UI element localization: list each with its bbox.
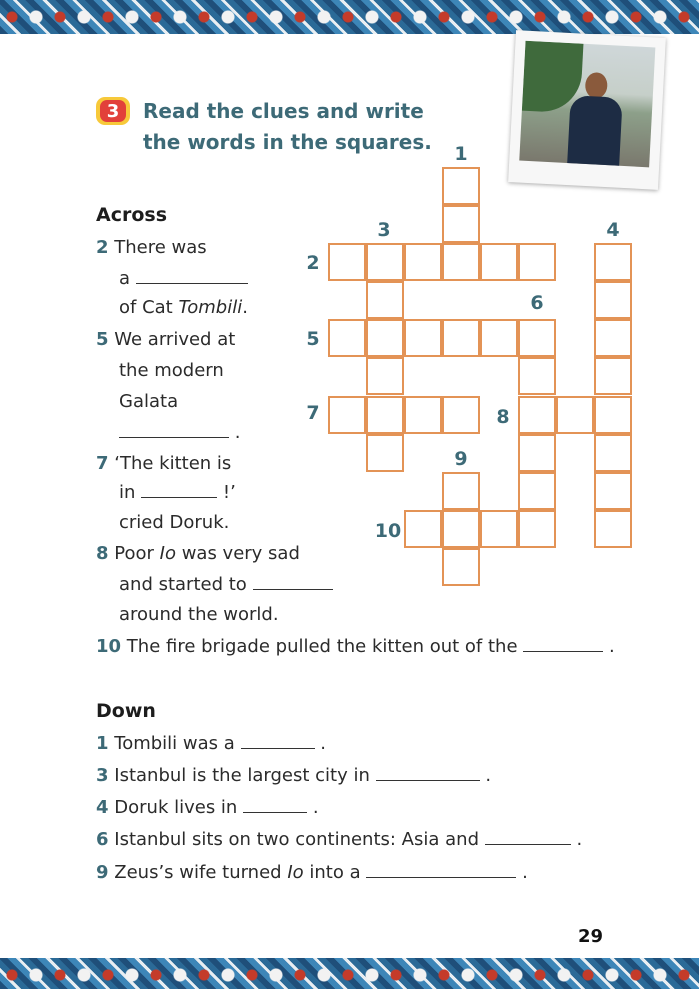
grid-cell[interactable] [404, 510, 442, 548]
grid-cell[interactable] [404, 243, 442, 281]
clue-across-7-line1: 7 ‘The kitten is [96, 453, 232, 474]
grid-cell[interactable] [366, 396, 404, 434]
grid-cell[interactable] [328, 243, 366, 281]
answer-blank[interactable] [243, 798, 307, 813]
clue-across-2-line3: of Cat Tombili. [119, 297, 248, 318]
grid-number-8: 8 [496, 406, 510, 428]
grid-cell[interactable] [594, 472, 632, 510]
clue-across-7-line2: in !’ [119, 482, 236, 503]
grid-cell[interactable] [480, 319, 518, 357]
grid-cell[interactable] [594, 434, 632, 472]
clue-down-1: 1 Tombili was a . [96, 733, 326, 754]
clue-down-9: 9 Zeus’s wife turned Io into a . [96, 862, 528, 883]
grid-number-5: 5 [306, 328, 320, 350]
across-title: Across [96, 204, 168, 226]
grid-number-3: 3 [377, 219, 391, 241]
answer-blank[interactable] [119, 423, 229, 438]
clue-down-3: 3 Istanbul is the largest city in . [96, 765, 492, 786]
clue-across-10: 10 The fire brigade pulled the kitten out of the . [96, 636, 615, 657]
grid-cell[interactable] [366, 357, 404, 395]
grid-cell[interactable] [442, 510, 480, 548]
grid-number-1: 1 [454, 143, 468, 165]
grid-cell[interactable] [442, 548, 480, 586]
grid-cell[interactable] [328, 396, 366, 434]
grid-cell[interactable] [556, 396, 594, 434]
answer-blank[interactable] [376, 766, 480, 781]
grid-cell[interactable] [442, 243, 480, 281]
clue-down-4: 4 Doruk lives in . [96, 797, 319, 818]
page-number: 29 [578, 926, 604, 947]
grid-cell[interactable] [518, 357, 556, 395]
grid-number-2: 2 [306, 252, 320, 274]
grid-cell[interactable] [442, 319, 480, 357]
clue-across-5-line1: 5 We arrived at [96, 329, 236, 350]
grid-cell[interactable] [442, 396, 480, 434]
grid-number-7: 7 [306, 402, 320, 424]
grid-cell[interactable] [518, 510, 556, 548]
grid-cell[interactable] [442, 205, 480, 243]
grid-cell[interactable] [518, 396, 556, 434]
clue-across-8-line1: 8 Poor Io was very sad [96, 543, 300, 564]
grid-cell[interactable] [594, 243, 632, 281]
grid-cell[interactable] [442, 167, 480, 205]
grid-number-6: 6 [530, 292, 544, 314]
grid-cell[interactable] [404, 396, 442, 434]
grid-cell[interactable] [366, 281, 404, 319]
clue-across-8-line3: around the world. [119, 604, 279, 625]
answer-blank[interactable] [523, 637, 603, 652]
grid-cell[interactable] [442, 472, 480, 510]
grid-cell[interactable] [518, 319, 556, 357]
clue-across-5-line2: the modern [119, 360, 224, 381]
grid-cell[interactable] [328, 319, 366, 357]
clue-across-2-line2: a [119, 268, 248, 289]
grid-cell[interactable] [594, 357, 632, 395]
decorative-tile-border-bottom [0, 958, 699, 989]
answer-blank[interactable] [141, 483, 217, 498]
grid-cell[interactable] [366, 434, 404, 472]
answer-blank[interactable] [485, 830, 571, 845]
grid-cell[interactable] [594, 319, 632, 357]
answer-blank[interactable] [241, 734, 315, 749]
grid-cell[interactable] [366, 319, 404, 357]
clue-across-8-line2: and started to [119, 574, 333, 595]
grid-cell[interactable] [366, 243, 404, 281]
answer-blank[interactable] [136, 269, 248, 284]
grid-cell[interactable] [480, 510, 518, 548]
clue-across-5-line4: . [119, 422, 240, 443]
grid-cell[interactable] [594, 396, 632, 434]
grid-cell[interactable] [480, 243, 518, 281]
grid-cell[interactable] [594, 510, 632, 548]
grid-number-10: 10 [374, 520, 402, 542]
photo-of-boy [508, 30, 666, 190]
answer-blank[interactable] [253, 575, 333, 590]
grid-cell[interactable] [404, 319, 442, 357]
decorative-tile-border-top [0, 0, 699, 34]
clue-across-7-line3: cried Doruk. [119, 512, 230, 533]
exercise-heading: Read the clues and write the words in the squares. [143, 99, 432, 154]
clue-across-2-line1: 2 There was [96, 237, 207, 258]
down-title: Down [96, 700, 156, 722]
photo-image [519, 41, 655, 168]
grid-cell[interactable] [594, 281, 632, 319]
grid-cell[interactable] [518, 434, 556, 472]
clue-across-5-line3: Galata [119, 391, 179, 412]
answer-blank[interactable] [366, 863, 516, 878]
grid-cell[interactable] [518, 472, 556, 510]
clue-down-6: 6 Istanbul sits on two continents: Asia and . [96, 829, 583, 850]
grid-number-9: 9 [454, 448, 468, 470]
grid-cell[interactable] [518, 243, 556, 281]
exercise-number-badge: 3 [96, 97, 130, 125]
grid-number-4: 4 [606, 219, 620, 241]
